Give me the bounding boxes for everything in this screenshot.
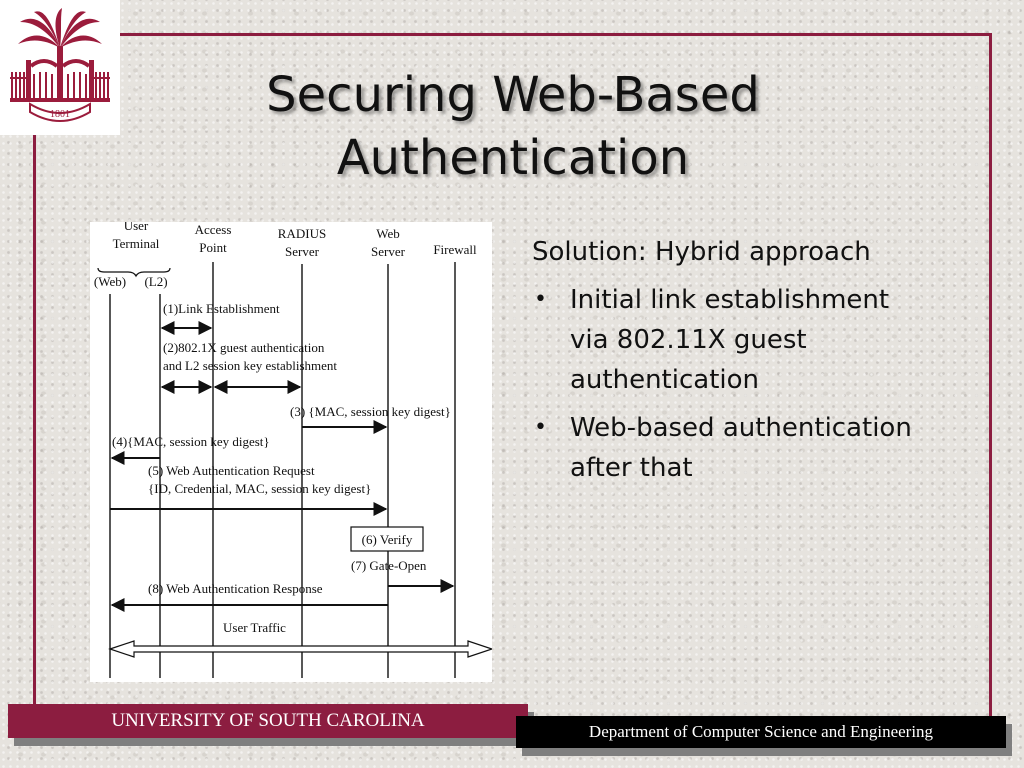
svg-text:1801: 1801: [50, 109, 70, 120]
department-name: Department of Computer Science and Engineering: [588, 722, 934, 741]
col-web-line1: Web: [376, 226, 400, 241]
bullet-text: Web-based authentication after that: [570, 413, 912, 483]
bullet-dot-icon: •: [534, 287, 547, 312]
frame-right-line: [989, 33, 992, 723]
step2-label-b: and L2 session key establishment: [163, 358, 338, 373]
bullet-text: Initial link establishment via 802.11X guest authentication: [570, 285, 890, 395]
col-web-line2: Server: [371, 244, 405, 259]
step3-label: (3) {MAC, session key digest}: [290, 404, 451, 419]
sequence-diagram: [90, 222, 492, 682]
traffic-label: User Traffic: [223, 620, 286, 635]
university-name: UNIVERSITY OF SOUTH CAROLINA: [111, 710, 425, 731]
title-line-2: Authentication: [336, 130, 690, 186]
col-ap-line2: Point: [199, 240, 227, 255]
university-bar: [8, 704, 528, 738]
col-user-line2: Terminal: [112, 236, 160, 251]
col-radius-line1: RADIUS: [277, 226, 327, 241]
department-bar: [516, 716, 1006, 748]
step4-label: (4){MAC, session key digest}: [112, 434, 270, 449]
slide-content: [532, 232, 922, 496]
user-traffic-arrow: [110, 641, 492, 657]
frame-top-line: [120, 33, 992, 36]
university-logo: [0, 0, 120, 135]
bullet-dot-icon: •: [534, 415, 547, 440]
sub-web-label: (Web): [93, 274, 127, 289]
intro-text: Solution: Hybrid approach: [532, 237, 871, 267]
col-radius-line2: Server: [285, 244, 319, 259]
step6-label: (6) Verify: [361, 532, 413, 547]
step7-label: (7) Gate-Open: [351, 558, 427, 573]
title-line-1: Securing Web-Based: [266, 67, 760, 123]
bullet-item: [532, 408, 922, 488]
step5-label-b: {ID, Credential, MAC, session key digest}: [148, 481, 372, 496]
bullet-item: [532, 280, 922, 400]
sub-l2-label: (L2): [144, 274, 168, 289]
step1-label: (1)Link Establishment: [163, 301, 280, 316]
step8-label: (8) Web Authentication Response: [148, 581, 323, 596]
frame-left-line: [33, 120, 36, 720]
step2-label-a: (2)802.1X guest authentication: [163, 340, 325, 355]
col-firewall-line2: Firewall: [433, 242, 477, 257]
sequence-diagram-svg: [90, 222, 492, 682]
col-user-line1: User: [123, 222, 149, 233]
step5-label-a: (5) Web Authentication Request: [148, 463, 315, 478]
col-ap-line1: Access: [194, 222, 232, 237]
palmetto-logo-icon: [0, 0, 120, 135]
slide-title: [150, 64, 876, 190]
